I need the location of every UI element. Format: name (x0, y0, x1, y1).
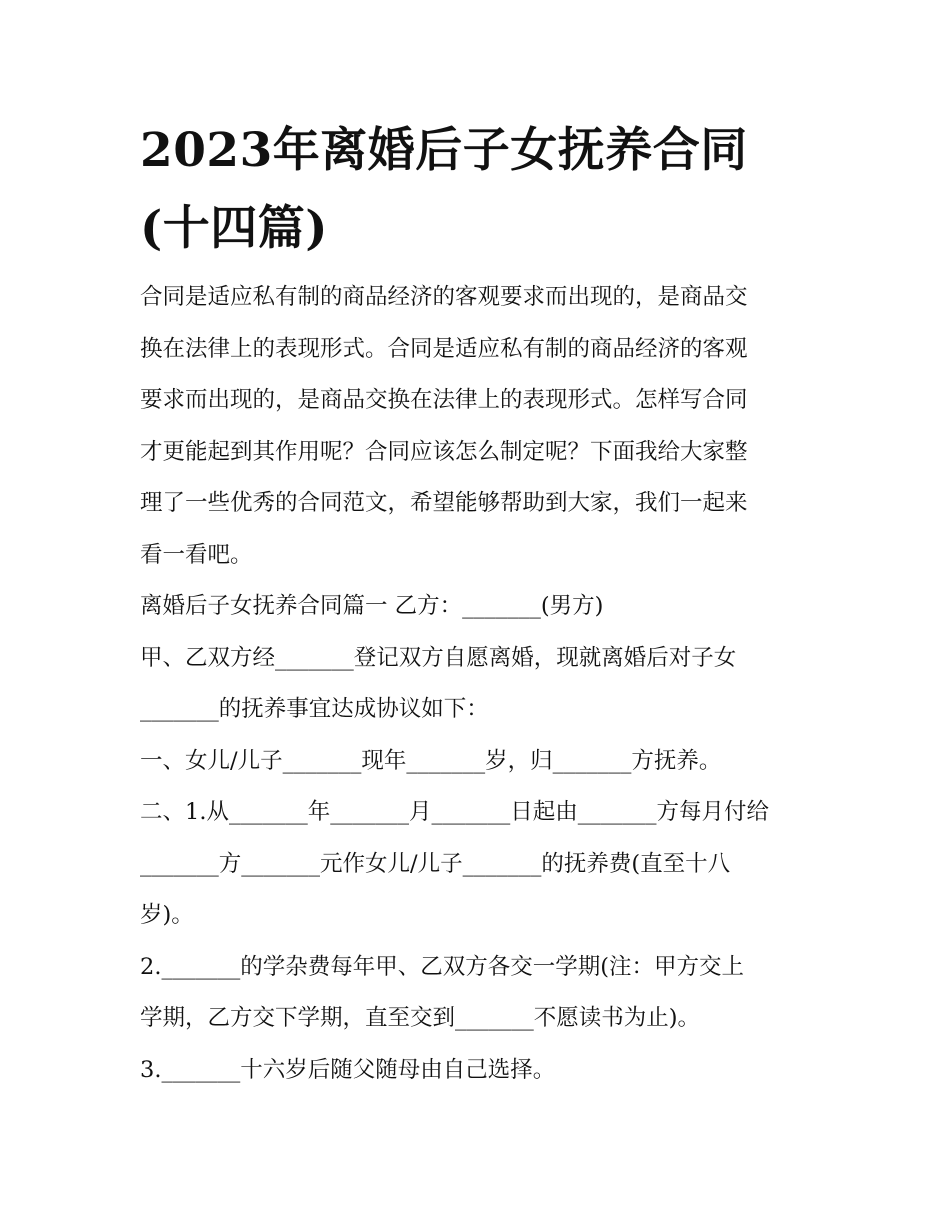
document-content (140, 112, 820, 1096)
clause-two-line: _______方_______元作女儿/儿子_______的抚养费(直至十八 (140, 850, 731, 877)
intro-line: 理了一些优秀的合同范文，希望能够帮助到大家，我们一起来 (140, 490, 748, 516)
intro-line: 换在法律上的表现形式。合同是适应私有制的商品经济的客观 (140, 335, 748, 362)
contract-body (140, 581, 820, 1096)
contract-line: 甲、乙双方经_______登记双方自愿离婚，现就离婚后对子女 (140, 644, 737, 671)
intro-line: 合同是适应私有制的商品经济的客观要求而出现的，是商品交 (140, 284, 748, 310)
title-line-1: 2023年离婚后子女抚养合同 (140, 123, 748, 178)
clause-two-line: 二、1.从_______年_______月_______日起由_______方每月付给 (140, 799, 769, 825)
intro-line: 才更能起到其作用呢？合同应该怎么制定呢？下面我给大家整 (140, 438, 748, 465)
intro-paragraph (140, 272, 820, 581)
intro-line: 看一看吧。 (140, 541, 253, 568)
clause-two-sub-2-line: 2._______的学杂费每年甲、乙双方各交一学期(注：甲方交上 (140, 953, 744, 980)
clause-two-sub-2-line: 学期，乙方交下学期，直至交到_______不愿读书为止)。 (140, 1005, 701, 1031)
clause-one-line: 一、女儿/儿子_______现年_______岁，归_______方抚养。 (140, 747, 722, 774)
intro-line: 要求而出现的，是商品交换在法律上的表现形式。怎样写合同 (140, 387, 748, 413)
clause-two-line: 岁)。 (140, 902, 194, 928)
clause-two-sub-3-line: 3._______十六岁后随父随母由自己选择。 (140, 1056, 556, 1083)
document-title (140, 112, 820, 268)
contract-line: _______的抚养事宜达成协议如下： (140, 696, 489, 722)
contract-heading-line: 离婚后子女抚养合同篇一 乙方：_______(男方) (140, 593, 604, 619)
title-line-2: (十四篇) (140, 201, 328, 256)
